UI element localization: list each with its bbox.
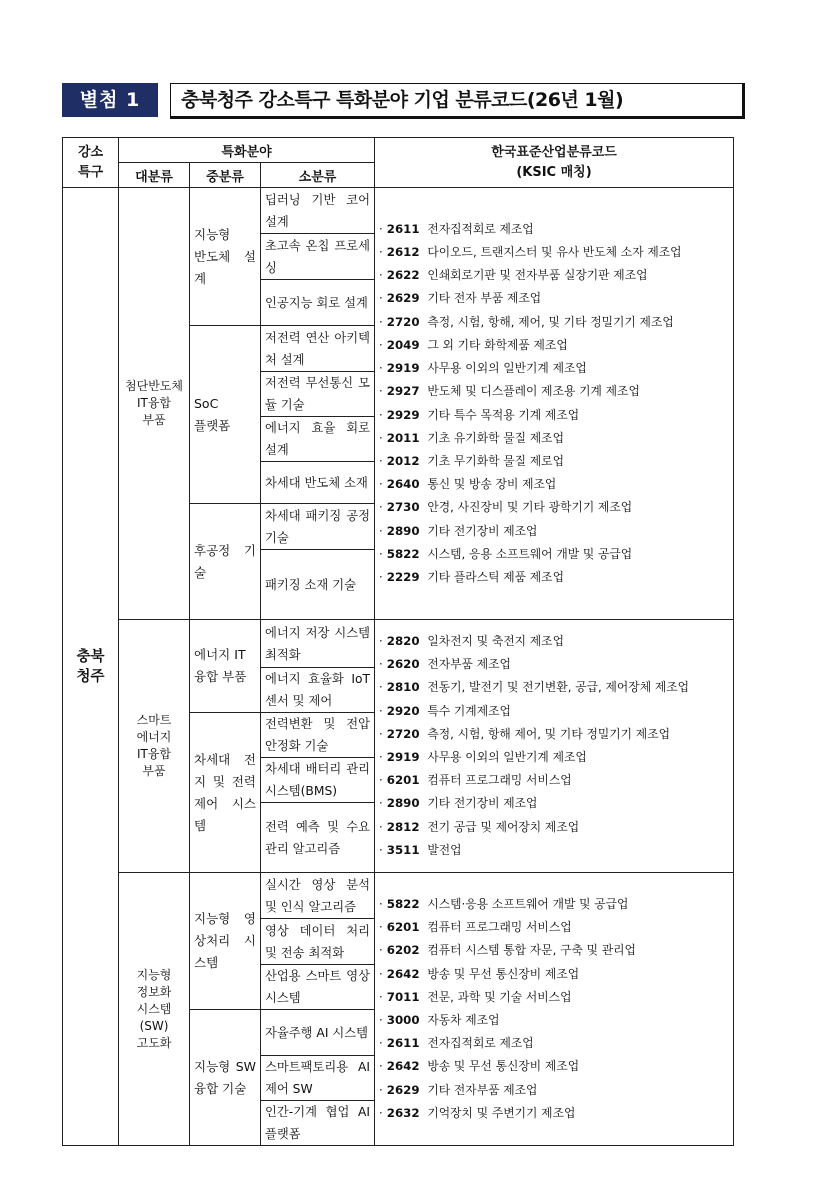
major-category-cell: 지능형 정보화 시스템(SW) 고도화: [119, 873, 190, 1146]
ksic-code-description: 측정, 시험, 항해 제어, 및 기타 정밀기기 제조업: [423, 726, 670, 741]
ksic-code-item: [379, 986, 729, 1009]
ksic-code-item: [379, 380, 729, 403]
bullet-icon: ·: [379, 546, 383, 561]
mid-category-cell: SoC 플랫폼: [190, 326, 261, 504]
bullet-icon: ·: [379, 1036, 383, 1051]
ksic-code-item: [379, 916, 729, 939]
ksic-code-item: [379, 893, 729, 916]
bullet-icon: ·: [379, 291, 383, 306]
ksic-code-number: 6201: [386, 920, 420, 935]
minor-category-cell: 저전력 무선통신 모듈 기술: [261, 372, 375, 417]
bullet-icon: ·: [379, 842, 383, 857]
minor-category-cell: 에너지 저장 시스템 최적화: [261, 620, 375, 668]
minor-category-cell: 실시간 영상 분석 및 인식 알고리즘: [261, 873, 375, 919]
ksic-code-item: [379, 746, 729, 769]
ksic-code-description: 전자집적회로 제조업: [423, 221, 534, 236]
bullet-icon: ·: [379, 657, 383, 672]
ksic-code-description: 기초 무기화학 물질 제로업: [423, 453, 564, 468]
ksic-code-description: 방송 및 무선 통신장비 제조업: [423, 1059, 580, 1074]
col-header-minor: 소분류: [261, 163, 375, 188]
mid-category-cell: 지능형 반도체 설계: [190, 188, 261, 326]
ksic-code-item: [379, 566, 729, 589]
ksic-code-item: [379, 723, 729, 746]
minor-category-cell: 딥러닝 기반 코어 설계: [261, 188, 375, 234]
bullet-icon: ·: [379, 384, 383, 399]
attachment-badge: 별첨 1: [62, 83, 158, 117]
minor-category-cell: 차세대 배터리 관리 시스템(BMS): [261, 758, 375, 803]
ksic-code-description: 전동기, 발전기 및 전기변환, 공급, 제어장체 제조업: [423, 680, 690, 695]
bullet-icon: ·: [379, 337, 383, 352]
ksic-code-number: 2642: [386, 1059, 420, 1074]
ksic-code-description: 그 외 기타 화학제품 제조업: [423, 337, 568, 352]
bullet-icon: ·: [379, 943, 383, 958]
ksic-code-number: 2011: [386, 430, 420, 445]
ksic-code-description: 시스템·응용 소프트웨어 개발 및 공급업: [423, 896, 629, 911]
ksic-code-number: 2919: [386, 361, 420, 376]
col-header-region: 강소 특구: [63, 138, 119, 188]
ksic-code-item: [379, 543, 729, 566]
col-header-specialty: 특화분야: [119, 138, 375, 163]
ksic-code-number: 2611: [386, 1036, 420, 1051]
ksic-code-item: [379, 816, 729, 839]
ksic-code-number: 2812: [386, 819, 420, 834]
bullet-icon: ·: [379, 430, 383, 445]
ksic-code-description: 통신 및 방송 장비 제조업: [423, 477, 557, 492]
ksic-code-number: 2820: [386, 633, 420, 648]
ksic-code-number: 2642: [386, 966, 420, 981]
bullet-icon: ·: [379, 703, 383, 718]
bullet-icon: ·: [379, 920, 383, 935]
ksic-code-description: 기초 유기화학 물질 제조업: [423, 430, 564, 445]
region-cell: 충북 청주: [63, 188, 119, 1146]
ksic-code-number: 2629: [386, 1082, 420, 1097]
minor-category-cell: 산업용 스마트 영상 시스템: [261, 965, 375, 1010]
ksic-code-description: 기타 전자부품 제조업: [423, 1082, 538, 1097]
ksic-code-item: [379, 769, 729, 792]
mid-category-cell: 지능형 SW 융합 기술: [190, 1010, 261, 1146]
ksic-code-description: 안경, 사진장비 및 기타 광학기기 제조업: [423, 500, 633, 515]
table-row: [63, 620, 734, 668]
ksic-code-number: 6202: [386, 943, 420, 958]
ksic-code-item: [379, 1009, 729, 1032]
minor-category-cell: 초고속 온칩 프로세싱: [261, 234, 375, 280]
ksic-code-number: 2012: [386, 453, 420, 468]
bullet-icon: ·: [379, 966, 383, 981]
ksic-code-number: 2640: [386, 477, 420, 492]
bullet-icon: ·: [379, 361, 383, 376]
ksic-code-number: 2920: [386, 703, 420, 718]
bullet-icon: ·: [379, 453, 383, 468]
ksic-code-description: 인쇄회로기판 및 전자부품 실장기판 제조업: [423, 268, 648, 283]
bullet-icon: ·: [379, 314, 383, 329]
ksic-code-number: 2049: [386, 337, 420, 352]
ksic-code-number: 2720: [386, 314, 420, 329]
ksic-code-description: 기타 특수 목적용 기계 제조업: [423, 407, 580, 422]
bullet-icon: ·: [379, 500, 383, 515]
ksic-code-item: [379, 1079, 729, 1102]
ksic-code-description: 다이오드, 트랜지스터 및 유사 반도체 소자 제조업: [423, 245, 682, 260]
ksic-code-description: 전자부품 제조업: [423, 657, 511, 672]
ksic-code-description: 사무용 이외의 일반기계 제조업: [423, 750, 587, 764]
bullet-icon: ·: [379, 726, 383, 741]
mid-category-cell: 지능형 영상처리 시스템: [190, 873, 261, 1010]
ksic-code-item: [379, 427, 729, 450]
ksic-code-description: 기타 전기장비 제조업: [423, 523, 538, 538]
ksic-code-number: 2919: [386, 750, 420, 764]
bullet-icon: ·: [379, 268, 383, 283]
ksic-code-description: 일차전지 및 축전지 제조업: [423, 633, 564, 648]
ksic-code-number: 2620: [386, 657, 420, 672]
ksic-code-number: 2632: [386, 1105, 420, 1120]
ksic-code-description: 기타 전자 부품 제조업: [423, 291, 542, 306]
minor-category-cell: 저전력 연산 아키텍처 설계: [261, 326, 375, 372]
bullet-icon: ·: [379, 523, 383, 538]
ksic-code-item: [379, 839, 729, 862]
ksic-code-item: [379, 700, 729, 723]
minor-category-cell: 자율주행 AI 시스템: [261, 1010, 375, 1056]
ksic-code-description: 기타 플라스틱 제품 제조업: [423, 569, 564, 584]
bullet-icon: ·: [379, 1105, 383, 1120]
mid-category-cell: 후공정 기술: [190, 504, 261, 620]
col-header-major: 대분류: [119, 163, 190, 188]
ksic-code-description: 시스템, 응용 소프트웨어 개발 및 공급업: [423, 546, 633, 561]
ksic-code-description: 방송 및 무선 통신장비 제조업: [423, 966, 580, 981]
bullet-icon: ·: [379, 1013, 383, 1027]
ksic-code-number: 2229: [386, 569, 420, 584]
bullet-icon: ·: [379, 245, 383, 260]
document-header: [62, 83, 733, 119]
ksic-code-number: 2890: [386, 796, 420, 811]
ksic-code-number: 2890: [386, 523, 420, 538]
ksic-codes-cell: [375, 188, 734, 620]
ksic-code-item: [379, 357, 729, 380]
bullet-icon: ·: [379, 407, 383, 422]
ksic-code-description: 자동차 제조업: [423, 1013, 500, 1027]
ksic-code-item: [379, 792, 729, 815]
ksic-code-item: [379, 676, 729, 699]
table-body: [63, 188, 734, 1146]
bullet-icon: ·: [379, 896, 383, 911]
mid-category-cell: 에너지 IT 융합 부품: [190, 620, 261, 713]
bullet-icon: ·: [379, 569, 383, 584]
ksic-code-item: [379, 241, 729, 264]
ksic-code-item: [379, 450, 729, 473]
ksic-code-number: 7011: [386, 989, 420, 1004]
ksic-code-number: 5822: [386, 896, 420, 911]
ksic-code-item: [379, 653, 729, 676]
ksic-code-number: 2730: [386, 500, 420, 515]
bullet-icon: ·: [379, 633, 383, 648]
ksic-code-description: 전문, 과학 및 기술 서비스업: [423, 989, 572, 1004]
bullet-icon: ·: [379, 796, 383, 811]
ksic-code-description: 사무용 이외의 일반기계 제조업: [423, 361, 587, 376]
ksic-code-item: [379, 963, 729, 986]
minor-category-cell: 스마트팩토리용 AI 제어 SW: [261, 1056, 375, 1101]
ksic-code-description: 측정, 시험, 항해, 제어, 및 기타 정밀기기 제조업: [423, 314, 674, 329]
ksic-code-description: 발전업: [423, 842, 462, 857]
minor-category-cell: 인공지능 회로 설계: [261, 280, 375, 326]
col-header-mid: 중분류: [190, 163, 261, 188]
minor-category-cell: 에너지 효율화 IoT 센서 및 제어: [261, 668, 375, 713]
ksic-code-item: [379, 630, 729, 653]
ksic-code-description: 기타 전기장비 제조업: [423, 796, 538, 811]
ksic-code-item: [379, 404, 729, 427]
ksic-code-item: [379, 1102, 729, 1125]
bullet-icon: ·: [379, 750, 383, 764]
minor-category-cell: 차세대 반도체 소재: [261, 462, 375, 504]
table-row: [63, 873, 734, 919]
bullet-icon: ·: [379, 1059, 383, 1074]
ksic-code-description: 전기 공급 및 제어장치 제조업: [423, 819, 580, 834]
minor-category-cell: 차세대 패키징 공정기술: [261, 504, 375, 550]
ksic-codes-cell: [375, 873, 734, 1146]
ksic-code-number: 2810: [386, 680, 420, 695]
bullet-icon: ·: [379, 680, 383, 695]
minor-category-cell: 에너지 효율 회로 설계: [261, 417, 375, 462]
ksic-code-item: [379, 311, 729, 334]
ksic-code-item: [379, 287, 729, 310]
major-category-cell: 스마트 에너지 IT융합 부품: [119, 620, 190, 873]
ksic-codes-cell: [375, 620, 734, 873]
ksic-code-number: 2720: [386, 726, 420, 741]
bullet-icon: ·: [379, 819, 383, 834]
bullet-icon: ·: [379, 989, 383, 1004]
ksic-code-description: 컴퓨터 프로그래밍 서비스업: [423, 773, 572, 788]
ksic-code-number: 2927: [386, 384, 420, 399]
ksic-code-number: 5822: [386, 546, 420, 561]
minor-category-cell: 패키징 소재 기술: [261, 550, 375, 620]
ksic-code-number: 6201: [386, 773, 420, 788]
ksic-code-item: [379, 520, 729, 543]
ksic-code-description: 전자집적회로 제조업: [423, 1036, 534, 1051]
ksic-code-description: 반도체 및 디스플레이 제조용 기계 제조업: [423, 384, 640, 399]
ksic-code-item: [379, 1032, 729, 1055]
minor-category-cell: 인간-기계 협업 AI 플랫폼: [261, 1101, 375, 1146]
ksic-code-item: [379, 473, 729, 496]
classification-table: [62, 137, 734, 1146]
minor-category-cell: 전력 예측 및 수요 관리 알고리즘: [261, 803, 375, 873]
mid-category-cell: 차세대 전지 및 전력제어 시스템: [190, 713, 261, 873]
ksic-code-number: 3511: [386, 842, 420, 857]
ksic-code-item: [379, 1055, 729, 1078]
ksic-code-description: 특수 기계제조업: [423, 703, 511, 718]
ksic-code-number: 3000: [386, 1013, 420, 1027]
ksic-code-item: [379, 264, 729, 287]
major-category-cell: 첨단반도체 IT융합 부품: [119, 188, 190, 620]
ksic-code-number: 2611: [386, 221, 420, 236]
bullet-icon: ·: [379, 477, 383, 492]
ksic-code-description: 컴퓨터 시스템 통합 자문, 구축 및 관리업: [423, 943, 636, 958]
minor-category-cell: 영상 데이터 처리 및 전송 최적화: [261, 919, 375, 965]
minor-category-cell: 전력변환 및 전압 안정화 기술: [261, 713, 375, 758]
bullet-icon: ·: [379, 1082, 383, 1097]
ksic-code-number: 2612: [386, 245, 420, 260]
ksic-code-item: [379, 939, 729, 962]
table-row: [63, 188, 734, 234]
ksic-code-item: [379, 218, 729, 241]
col-header-ksic: 한국표준산업분류코드 (KSIC 매칭): [375, 138, 734, 188]
bullet-icon: ·: [379, 221, 383, 236]
ksic-code-number: 2929: [386, 407, 420, 422]
ksic-code-item: [379, 334, 729, 357]
ksic-code-description: 컴퓨터 프로그래밍 서비스업: [423, 920, 572, 935]
ksic-code-item: [379, 496, 729, 519]
document-title: 충북청주 강소특구 특화분야 기업 분류코드(26년 1월): [170, 83, 745, 119]
ksic-code-description: 기억장치 및 주변기기 제조업: [423, 1105, 576, 1120]
ksic-code-number: 2622: [386, 268, 420, 283]
ksic-code-number: 2629: [386, 291, 420, 306]
bullet-icon: ·: [379, 773, 383, 788]
